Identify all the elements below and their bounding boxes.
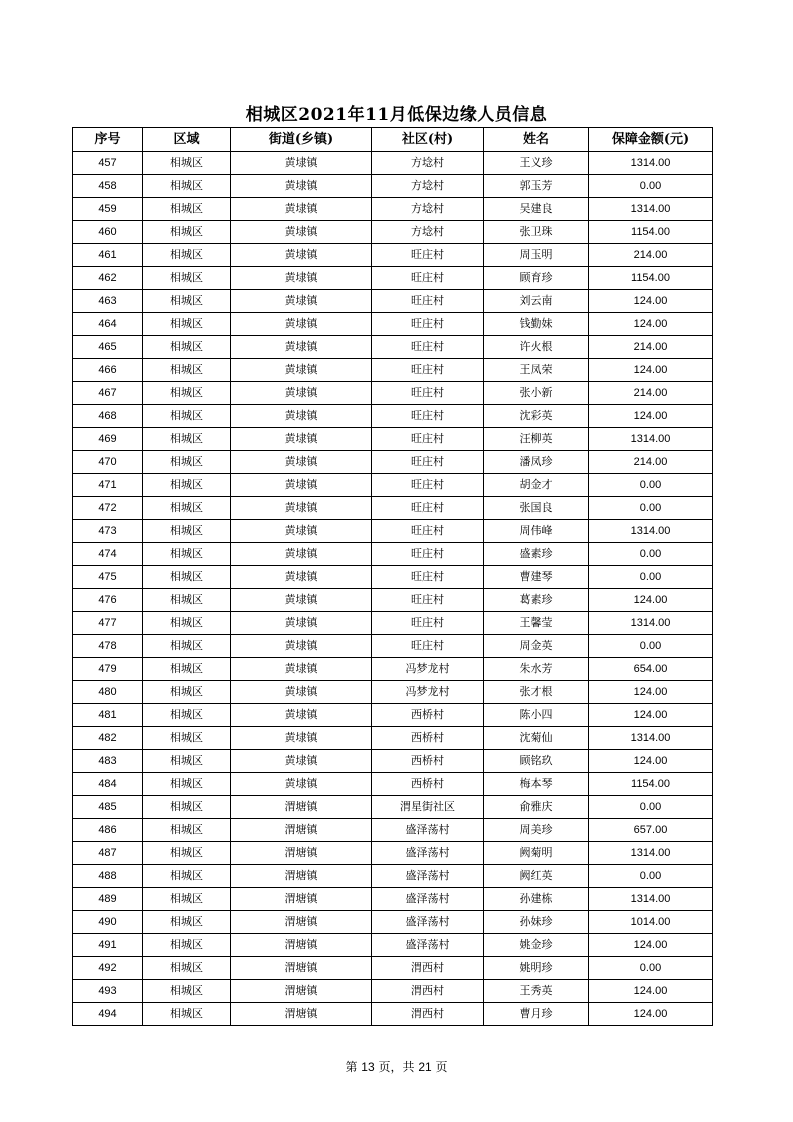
cell-village: 旺庄村 xyxy=(372,405,484,428)
cell-amount: 124.00 xyxy=(589,1003,713,1026)
cell-town: 黄埭镇 xyxy=(231,543,372,566)
cell-index: 459 xyxy=(73,198,143,221)
cell-town: 渭塘镇 xyxy=(231,888,372,911)
cell-town: 黄埭镇 xyxy=(231,313,372,336)
cell-index: 469 xyxy=(73,428,143,451)
cell-district: 相城区 xyxy=(143,152,231,175)
table-row xyxy=(73,589,713,612)
cell-district: 相城区 xyxy=(143,405,231,428)
cell-name: 姚明珍 xyxy=(484,957,589,980)
cell-district: 相城区 xyxy=(143,612,231,635)
cell-village: 旺庄村 xyxy=(372,612,484,635)
cell-district: 相城区 xyxy=(143,658,231,681)
cell-name: 王秀英 xyxy=(484,980,589,1003)
cell-amount: 124.00 xyxy=(589,405,713,428)
cell-town: 黄埭镇 xyxy=(231,336,372,359)
cell-amount: 0.00 xyxy=(589,543,713,566)
cell-amount: 0.00 xyxy=(589,635,713,658)
cell-town: 黄埭镇 xyxy=(231,612,372,635)
page-footer xyxy=(0,1058,793,1075)
cell-index: 473 xyxy=(73,520,143,543)
cell-index: 475 xyxy=(73,566,143,589)
cell-index: 494 xyxy=(73,1003,143,1026)
cell-town: 渭塘镇 xyxy=(231,980,372,1003)
cell-index: 486 xyxy=(73,819,143,842)
cell-index: 470 xyxy=(73,451,143,474)
cell-amount: 0.00 xyxy=(589,497,713,520)
cell-town: 渭塘镇 xyxy=(231,842,372,865)
table-row xyxy=(73,750,713,773)
cell-index: 472 xyxy=(73,497,143,520)
cell-town: 渭塘镇 xyxy=(231,819,372,842)
cell-index: 485 xyxy=(73,796,143,819)
cell-name: 俞雅庆 xyxy=(484,796,589,819)
cell-town: 黄埭镇 xyxy=(231,405,372,428)
table-row xyxy=(73,382,713,405)
cell-village: 西桥村 xyxy=(372,704,484,727)
cell-amount: 1154.00 xyxy=(589,267,713,290)
cell-index: 490 xyxy=(73,911,143,934)
cell-name: 顾育珍 xyxy=(484,267,589,290)
cell-district: 相城区 xyxy=(143,359,231,382)
cell-amount: 1314.00 xyxy=(589,428,713,451)
cell-name: 许火根 xyxy=(484,336,589,359)
cell-amount: 1314.00 xyxy=(589,612,713,635)
cell-name: 吴建良 xyxy=(484,198,589,221)
cell-name: 陈小四 xyxy=(484,704,589,727)
table-row xyxy=(73,773,713,796)
cell-district: 相城区 xyxy=(143,336,231,359)
cell-town: 黄埭镇 xyxy=(231,451,372,474)
cell-village: 旺庄村 xyxy=(372,428,484,451)
cell-index: 467 xyxy=(73,382,143,405)
cell-amount: 0.00 xyxy=(589,474,713,497)
cell-town: 渭塘镇 xyxy=(231,934,372,957)
cell-village: 盛泽荡村 xyxy=(372,911,484,934)
cell-index: 487 xyxy=(73,842,143,865)
cell-town: 黄埭镇 xyxy=(231,750,372,773)
cell-amount: 0.00 xyxy=(589,175,713,198)
cell-name: 潘凤珍 xyxy=(484,451,589,474)
cell-name: 郭玉芳 xyxy=(484,175,589,198)
table-row xyxy=(73,727,713,750)
cell-district: 相城区 xyxy=(143,566,231,589)
cell-district: 相城区 xyxy=(143,865,231,888)
cell-index: 480 xyxy=(73,681,143,704)
table-row xyxy=(73,1003,713,1026)
cell-village: 冯梦龙村 xyxy=(372,658,484,681)
cell-district: 相城区 xyxy=(143,773,231,796)
cell-name: 王凤荣 xyxy=(484,359,589,382)
table-row xyxy=(73,842,713,865)
cell-district: 相城区 xyxy=(143,497,231,520)
cell-index: 482 xyxy=(73,727,143,750)
cell-village: 盛泽荡村 xyxy=(372,865,484,888)
cell-district: 相城区 xyxy=(143,382,231,405)
cell-amount: 0.00 xyxy=(589,957,713,980)
cell-district: 相城区 xyxy=(143,474,231,497)
cell-village: 旺庄村 xyxy=(372,382,484,405)
cell-town: 黄埭镇 xyxy=(231,359,372,382)
cell-amount: 1314.00 xyxy=(589,152,713,175)
cell-village: 旺庄村 xyxy=(372,290,484,313)
cell-village: 渭西村 xyxy=(372,1003,484,1026)
cell-village: 旺庄村 xyxy=(372,566,484,589)
cell-town: 黄埭镇 xyxy=(231,290,372,313)
cell-name: 沈菊仙 xyxy=(484,727,589,750)
cell-index: 463 xyxy=(73,290,143,313)
cell-district: 相城区 xyxy=(143,842,231,865)
data-table xyxy=(72,127,713,1026)
cell-town: 黄埭镇 xyxy=(231,727,372,750)
cell-amount: 214.00 xyxy=(589,382,713,405)
table-row xyxy=(73,957,713,980)
cell-name: 张卫珠 xyxy=(484,221,589,244)
table-row xyxy=(73,198,713,221)
table-row xyxy=(73,612,713,635)
table-row xyxy=(73,980,713,1003)
cell-district: 相城区 xyxy=(143,520,231,543)
cell-district: 相城区 xyxy=(143,290,231,313)
cell-district: 相城区 xyxy=(143,428,231,451)
table-row xyxy=(73,267,713,290)
cell-index: 474 xyxy=(73,543,143,566)
table-row xyxy=(73,865,713,888)
cell-district: 相城区 xyxy=(143,911,231,934)
header-village: 社区(村) xyxy=(372,128,484,152)
cell-village: 旺庄村 xyxy=(372,244,484,267)
cell-name: 刘云南 xyxy=(484,290,589,313)
cell-village: 盛泽荡村 xyxy=(372,888,484,911)
cell-town: 黄埭镇 xyxy=(231,152,372,175)
cell-name: 孙建栋 xyxy=(484,888,589,911)
cell-village: 旺庄村 xyxy=(372,589,484,612)
cell-village: 旺庄村 xyxy=(372,635,484,658)
footer-total-pages: 21 xyxy=(418,1060,432,1074)
table-row xyxy=(73,635,713,658)
header-index: 序号 xyxy=(73,128,143,152)
cell-name: 张才根 xyxy=(484,681,589,704)
cell-name: 曹月珍 xyxy=(484,1003,589,1026)
table-row xyxy=(73,405,713,428)
cell-name: 张国良 xyxy=(484,497,589,520)
cell-amount: 1314.00 xyxy=(589,888,713,911)
cell-amount: 124.00 xyxy=(589,313,713,336)
cell-name: 葛素珍 xyxy=(484,589,589,612)
cell-name: 姚金珍 xyxy=(484,934,589,957)
table-row xyxy=(73,152,713,175)
cell-town: 黄埭镇 xyxy=(231,267,372,290)
table-row xyxy=(73,336,713,359)
table-row xyxy=(73,704,713,727)
cell-district: 相城区 xyxy=(143,957,231,980)
header-amount: 保障金额(元) xyxy=(589,128,713,152)
cell-amount: 1014.00 xyxy=(589,911,713,934)
cell-town: 黄埭镇 xyxy=(231,244,372,267)
table-row xyxy=(73,359,713,382)
cell-town: 黄埭镇 xyxy=(231,198,372,221)
table-row xyxy=(73,497,713,520)
cell-town: 黄埭镇 xyxy=(231,589,372,612)
cell-name: 胡金才 xyxy=(484,474,589,497)
cell-village: 旺庄村 xyxy=(372,267,484,290)
cell-town: 黄埭镇 xyxy=(231,681,372,704)
cell-district: 相城区 xyxy=(143,175,231,198)
footer-page-number: 13 xyxy=(361,1060,375,1074)
cell-district: 相城区 xyxy=(143,267,231,290)
cell-amount: 124.00 xyxy=(589,589,713,612)
cell-amount: 124.00 xyxy=(589,359,713,382)
cell-village: 盛泽荡村 xyxy=(372,934,484,957)
table-row xyxy=(73,888,713,911)
cell-index: 471 xyxy=(73,474,143,497)
cell-name: 王义珍 xyxy=(484,152,589,175)
cell-district: 相城区 xyxy=(143,589,231,612)
table-row xyxy=(73,474,713,497)
cell-town: 黄埭镇 xyxy=(231,175,372,198)
cell-index: 462 xyxy=(73,267,143,290)
cell-town: 黄埭镇 xyxy=(231,497,372,520)
cell-town: 黄埭镇 xyxy=(231,428,372,451)
table-row xyxy=(73,520,713,543)
table-row xyxy=(73,244,713,267)
cell-town: 渭塘镇 xyxy=(231,1003,372,1026)
cell-name: 汪柳英 xyxy=(484,428,589,451)
cell-district: 相城区 xyxy=(143,221,231,244)
cell-district: 相城区 xyxy=(143,543,231,566)
cell-amount: 1154.00 xyxy=(589,773,713,796)
cell-amount: 1314.00 xyxy=(589,198,713,221)
table-row xyxy=(73,290,713,313)
cell-town: 黄埭镇 xyxy=(231,773,372,796)
cell-village: 渭西村 xyxy=(372,980,484,1003)
cell-village: 方埝村 xyxy=(372,221,484,244)
cell-town: 渭塘镇 xyxy=(231,796,372,819)
cell-village: 方埝村 xyxy=(372,198,484,221)
cell-amount: 0.00 xyxy=(589,865,713,888)
cell-district: 相城区 xyxy=(143,888,231,911)
cell-index: 481 xyxy=(73,704,143,727)
cell-amount: 657.00 xyxy=(589,819,713,842)
cell-name: 阙红英 xyxy=(484,865,589,888)
cell-village: 方埝村 xyxy=(372,175,484,198)
table-row xyxy=(73,566,713,589)
cell-index: 493 xyxy=(73,980,143,1003)
cell-amount: 124.00 xyxy=(589,750,713,773)
cell-name: 孙妹珍 xyxy=(484,911,589,934)
cell-index: 479 xyxy=(73,658,143,681)
cell-index: 476 xyxy=(73,589,143,612)
cell-name: 梅本琴 xyxy=(484,773,589,796)
cell-district: 相城区 xyxy=(143,451,231,474)
cell-index: 460 xyxy=(73,221,143,244)
cell-name: 张小新 xyxy=(484,382,589,405)
cell-district: 相城区 xyxy=(143,681,231,704)
cell-name: 阙菊明 xyxy=(484,842,589,865)
cell-name: 曹建琴 xyxy=(484,566,589,589)
cell-index: 491 xyxy=(73,934,143,957)
cell-town: 渭塘镇 xyxy=(231,911,372,934)
cell-village: 旺庄村 xyxy=(372,543,484,566)
cell-district: 相城区 xyxy=(143,727,231,750)
table-row xyxy=(73,934,713,957)
cell-village: 旺庄村 xyxy=(372,474,484,497)
cell-town: 黄埭镇 xyxy=(231,704,372,727)
cell-amount: 124.00 xyxy=(589,290,713,313)
cell-village: 方埝村 xyxy=(372,152,484,175)
cell-district: 相城区 xyxy=(143,704,231,727)
cell-index: 457 xyxy=(73,152,143,175)
cell-district: 相城区 xyxy=(143,980,231,1003)
cell-village: 渭西村 xyxy=(372,957,484,980)
cell-name: 朱水芳 xyxy=(484,658,589,681)
cell-amount: 0.00 xyxy=(589,566,713,589)
cell-district: 相城区 xyxy=(143,1003,231,1026)
cell-district: 相城区 xyxy=(143,819,231,842)
cell-name: 周伟峰 xyxy=(484,520,589,543)
cell-amount: 1314.00 xyxy=(589,842,713,865)
table-row xyxy=(73,175,713,198)
cell-index: 464 xyxy=(73,313,143,336)
cell-index: 478 xyxy=(73,635,143,658)
cell-name: 盛素珍 xyxy=(484,543,589,566)
cell-index: 466 xyxy=(73,359,143,382)
cell-index: 484 xyxy=(73,773,143,796)
footer-prefix: 第 xyxy=(345,1060,358,1074)
cell-village: 渭星街社区 xyxy=(372,796,484,819)
table-row xyxy=(73,796,713,819)
table-header-row xyxy=(73,128,713,152)
cell-amount: 654.00 xyxy=(589,658,713,681)
table-row xyxy=(73,681,713,704)
table-row xyxy=(73,658,713,681)
cell-index: 488 xyxy=(73,865,143,888)
header-town: 街道(乡镇) xyxy=(231,128,372,152)
cell-index: 465 xyxy=(73,336,143,359)
table-row xyxy=(73,313,713,336)
cell-amount: 1154.00 xyxy=(589,221,713,244)
cell-town: 黄埭镇 xyxy=(231,382,372,405)
table-row xyxy=(73,451,713,474)
cell-district: 相城区 xyxy=(143,934,231,957)
cell-village: 盛泽荡村 xyxy=(372,819,484,842)
cell-village: 旺庄村 xyxy=(372,359,484,382)
cell-name: 周美珍 xyxy=(484,819,589,842)
cell-amount: 0.00 xyxy=(589,796,713,819)
cell-index: 477 xyxy=(73,612,143,635)
table-row xyxy=(73,911,713,934)
cell-name: 沈彩英 xyxy=(484,405,589,428)
cell-amount: 124.00 xyxy=(589,704,713,727)
cell-village: 旺庄村 xyxy=(372,497,484,520)
cell-index: 489 xyxy=(73,888,143,911)
cell-name: 周玉明 xyxy=(484,244,589,267)
cell-district: 相城区 xyxy=(143,796,231,819)
cell-amount: 124.00 xyxy=(589,934,713,957)
cell-district: 相城区 xyxy=(143,635,231,658)
cell-amount: 214.00 xyxy=(589,244,713,267)
cell-name: 顾铭玖 xyxy=(484,750,589,773)
cell-village: 旺庄村 xyxy=(372,520,484,543)
table-row xyxy=(73,819,713,842)
cell-village: 旺庄村 xyxy=(372,336,484,359)
table-row xyxy=(73,221,713,244)
cell-town: 黄埭镇 xyxy=(231,474,372,497)
cell-amount: 214.00 xyxy=(589,336,713,359)
cell-town: 黄埭镇 xyxy=(231,566,372,589)
cell-village: 西桥村 xyxy=(372,727,484,750)
cell-amount: 124.00 xyxy=(589,681,713,704)
cell-index: 458 xyxy=(73,175,143,198)
header-name: 姓名 xyxy=(484,128,589,152)
table-row xyxy=(73,428,713,451)
cell-village: 旺庄村 xyxy=(372,313,484,336)
cell-village: 冯梦龙村 xyxy=(372,681,484,704)
cell-amount: 214.00 xyxy=(589,451,713,474)
cell-town: 黄埭镇 xyxy=(231,520,372,543)
cell-index: 468 xyxy=(73,405,143,428)
table-row xyxy=(73,543,713,566)
cell-village: 西桥村 xyxy=(372,750,484,773)
table-body xyxy=(73,152,713,1026)
footer-suffix: 页 xyxy=(435,1060,448,1074)
cell-index: 492 xyxy=(73,957,143,980)
header-district: 区域 xyxy=(143,128,231,152)
footer-middle: 页，共 xyxy=(378,1060,415,1074)
cell-district: 相城区 xyxy=(143,198,231,221)
cell-index: 483 xyxy=(73,750,143,773)
cell-amount: 1314.00 xyxy=(589,520,713,543)
cell-village: 旺庄村 xyxy=(372,451,484,474)
cell-town: 黄埭镇 xyxy=(231,658,372,681)
cell-name: 周金英 xyxy=(484,635,589,658)
cell-name: 钱勤妹 xyxy=(484,313,589,336)
cell-town: 黄埭镇 xyxy=(231,221,372,244)
cell-district: 相城区 xyxy=(143,313,231,336)
cell-district: 相城区 xyxy=(143,750,231,773)
cell-index: 461 xyxy=(73,244,143,267)
cell-town: 渭塘镇 xyxy=(231,957,372,980)
cell-town: 黄埭镇 xyxy=(231,635,372,658)
cell-name: 王馨莹 xyxy=(484,612,589,635)
cell-village: 西桥村 xyxy=(372,773,484,796)
cell-town: 渭塘镇 xyxy=(231,865,372,888)
cell-district: 相城区 xyxy=(143,244,231,267)
cell-amount: 1314.00 xyxy=(589,727,713,750)
page-title: 相城区2021年11月低保边缘人员信息 xyxy=(245,105,548,125)
cell-village: 盛泽荡村 xyxy=(372,842,484,865)
cell-amount: 124.00 xyxy=(589,980,713,1003)
